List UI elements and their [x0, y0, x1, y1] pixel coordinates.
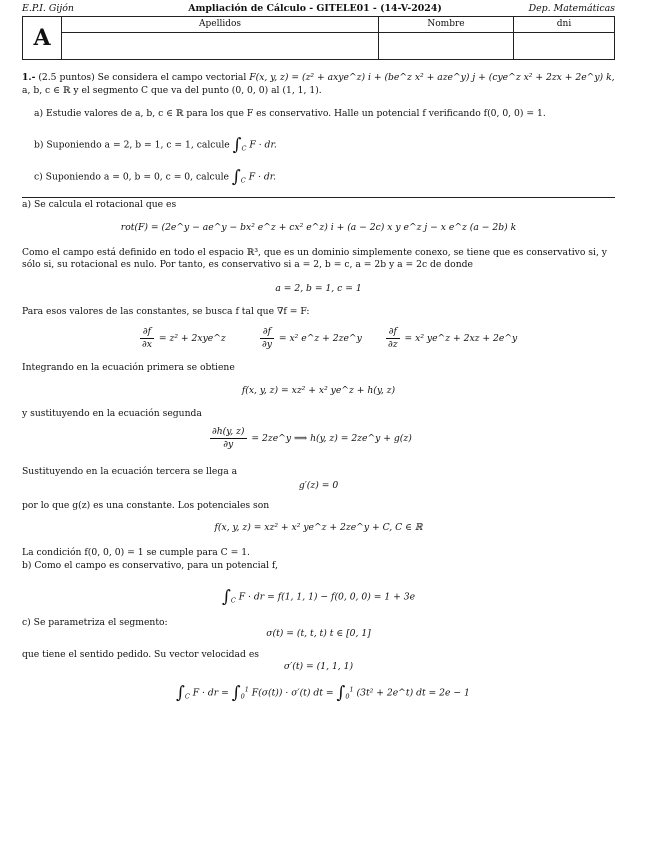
- part-c-result: $\int_C$ F · dr = $\int_0^1$ F(σ(t)) · σ′(t) dt = $\int_0^1$ (3t² + 2e^t) dt = 2e − 1: [176, 683, 470, 703]
- potentials-family: f(x, y, z) = xz² + x² ye^z + 2ze^y + C, C ∈ ℝ: [214, 522, 423, 533]
- solution-potentials-text: por lo que g(z) es una constante. Los potenciales son: [22, 500, 270, 511]
- solution-paragraph-conservative: Como el campo está definido en todo el espacio ℝ³, que es un dominio simplemente conexo, se tiene que es conservativo si, y sólo si, su rotacional es nulo. Por tanto, es conservativo si a = 2, b = c, a = 2b y a = 2c de donde: [22, 247, 607, 270]
- nombre-field[interactable]: [379, 33, 514, 60]
- partial-y-rhs: = x² e^z + 2ze^y: [278, 332, 362, 344]
- integral-sign-icon: ∫: [336, 683, 346, 703]
- school-label: E.P.I. Gijón: [22, 3, 74, 14]
- solution-velocity-text: que tiene el sentido pedido. Su vector velocidad es: [22, 649, 259, 660]
- dni-header: dni: [514, 17, 615, 33]
- h-derivative-equation: [208, 426, 412, 451]
- partial-x-rhs: = z² + 2xye^z: [158, 332, 226, 344]
- integral-sign-icon: ∫: [231, 683, 241, 703]
- problem-intro: Se considera el campo vectorial: [97, 72, 247, 83]
- dh-den: ∂y: [223, 438, 234, 450]
- part-b-result-text: F · dr = f(1, 1, 1) − f(0, 0, 0) = 1 + 3e: [238, 591, 416, 603]
- segment-parametrization: σ(t) = (t, t, t) t ∈ [0, 1]: [266, 628, 371, 639]
- solution-integrating-text: Integrando en la ecuación primera se obtiene: [22, 362, 235, 373]
- solution-substitute-second: y sustituyendo en la ecuación segunda: [22, 408, 202, 419]
- exam-version-letter: A: [33, 24, 51, 51]
- part-c-result-1: F · dr =: [192, 687, 229, 699]
- partial-x-den: ∂x: [142, 338, 152, 350]
- dni-field[interactable]: [514, 33, 615, 60]
- apellidos-field[interactable]: [62, 33, 379, 60]
- part-b-question: b) Suponiendo a = 2, b = 1, c = 1, calcule $\int_C$ F · dr.: [34, 135, 277, 155]
- solution-b-intro: b) Como el campo es conservativo, para un potencial f,: [22, 560, 278, 571]
- dh-rhs: = 2ze^y ⟹ h(y, z) = 2ze^y + g(z): [251, 432, 412, 444]
- curl-formula: rot(F) = (2e^y − ae^y − bx² e^z + cx² e^z) i + (a − 2c) x y e^z j − x e^z (a − 2b) k: [120, 222, 517, 233]
- partial-y-num: ∂f: [260, 326, 274, 339]
- section-divider: [22, 197, 615, 198]
- partial-z-den: ∂z: [388, 338, 398, 350]
- part-b-integrand: F · dr.: [249, 139, 277, 151]
- partial-z-equation: [384, 326, 517, 351]
- partial-y-den: ∂y: [262, 338, 272, 350]
- integral-sign-icon: ∫: [231, 167, 241, 187]
- g-prime-equation: g′(z) = 0: [298, 480, 339, 491]
- partial-y-equation: [258, 326, 362, 351]
- exam-version-cell: [23, 17, 62, 60]
- solution-a-intro: a) Se calcula el rotacional que es: [22, 199, 177, 210]
- nombre-header: Nombre: [379, 17, 514, 33]
- part-c-result-3: (3t² + 2e^t) dt = 2e − 1: [356, 687, 470, 699]
- vector-field-definition: F(x, y, z) = (z² + axye^z) i + (be^z x² + aze^y) j + (cye^z x² + 2zx + 2e^y) k,: [249, 72, 615, 83]
- solution-gradient-intro: Para esos valores de las constantes, se busca f tal que ∇f = F:: [22, 306, 310, 317]
- integral-sign-icon: ∫: [222, 587, 231, 607]
- problem-number: 1.-: [22, 72, 36, 83]
- problem-statement: [22, 72, 622, 84]
- part-b-result: $\int_C$ F · dr = f(1, 1, 1) − f(0, 0, 0) = 1 + 3e: [222, 587, 416, 607]
- partial-z-rhs: = x² ye^z + 2xz + 2e^y: [404, 332, 518, 344]
- partial-x-num: ∂f: [140, 326, 154, 339]
- integral-sign-icon: ∫: [176, 683, 185, 703]
- integral-sign-icon: ∫: [232, 135, 242, 155]
- problem-points: (2.5 puntos): [38, 72, 95, 83]
- part-c-result-2: F(σ(t)) · σ′(t) dt =: [251, 687, 334, 699]
- department-label: Dep. Matemáticas: [528, 3, 615, 14]
- potential-partial: f(x, y, z) = xz² + x² ye^z + h(y, z): [241, 385, 396, 396]
- solution-c-intro: c) Se parametriza el segmento:: [22, 617, 168, 628]
- partial-x-equation: [138, 326, 226, 351]
- apellidos-header: Apellidos: [62, 17, 379, 33]
- partial-z-num: ∂f: [386, 326, 400, 339]
- part-c-question: c) Suponiendo a = 0, b = 0, c = 0, calcule $\int_C$ F · dr.: [34, 167, 277, 187]
- part-a-question: a) Estudie valores de a, b, c ∈ ℝ para los que F es conservativo. Halle un potencial f verificando f(0, 0, 0) = 1.: [34, 108, 546, 119]
- part-c-text: c) Suponiendo a = 0, b = 0, c = 0, calcule: [34, 171, 229, 183]
- part-b-text: b) Suponiendo a = 2, b = 1, c = 1, calcule: [34, 139, 230, 151]
- part-c-integrand: F · dr.: [248, 171, 277, 183]
- solution-substitute-third: Sustituyendo en la ecuación tercera se llega a: [22, 466, 238, 477]
- student-id-table: [22, 16, 615, 60]
- constant-values: a = 2, b = 1, c = 1: [275, 283, 362, 294]
- exam-title: Ampliación de Cálculo - GITELE01 - (14-V-2024): [188, 3, 442, 14]
- velocity-vector: σ′(t) = (1, 1, 1): [283, 661, 354, 672]
- dh-num: ∂h(y, z): [212, 426, 245, 437]
- problem-statement-line2: a, b, c ∈ ℝ y el segmento C que va del punto (0, 0, 0) al (1, 1, 1).: [22, 85, 322, 96]
- solution-condition: La condición f(0, 0, 0) = 1 se cumple para C = 1.: [22, 547, 250, 558]
